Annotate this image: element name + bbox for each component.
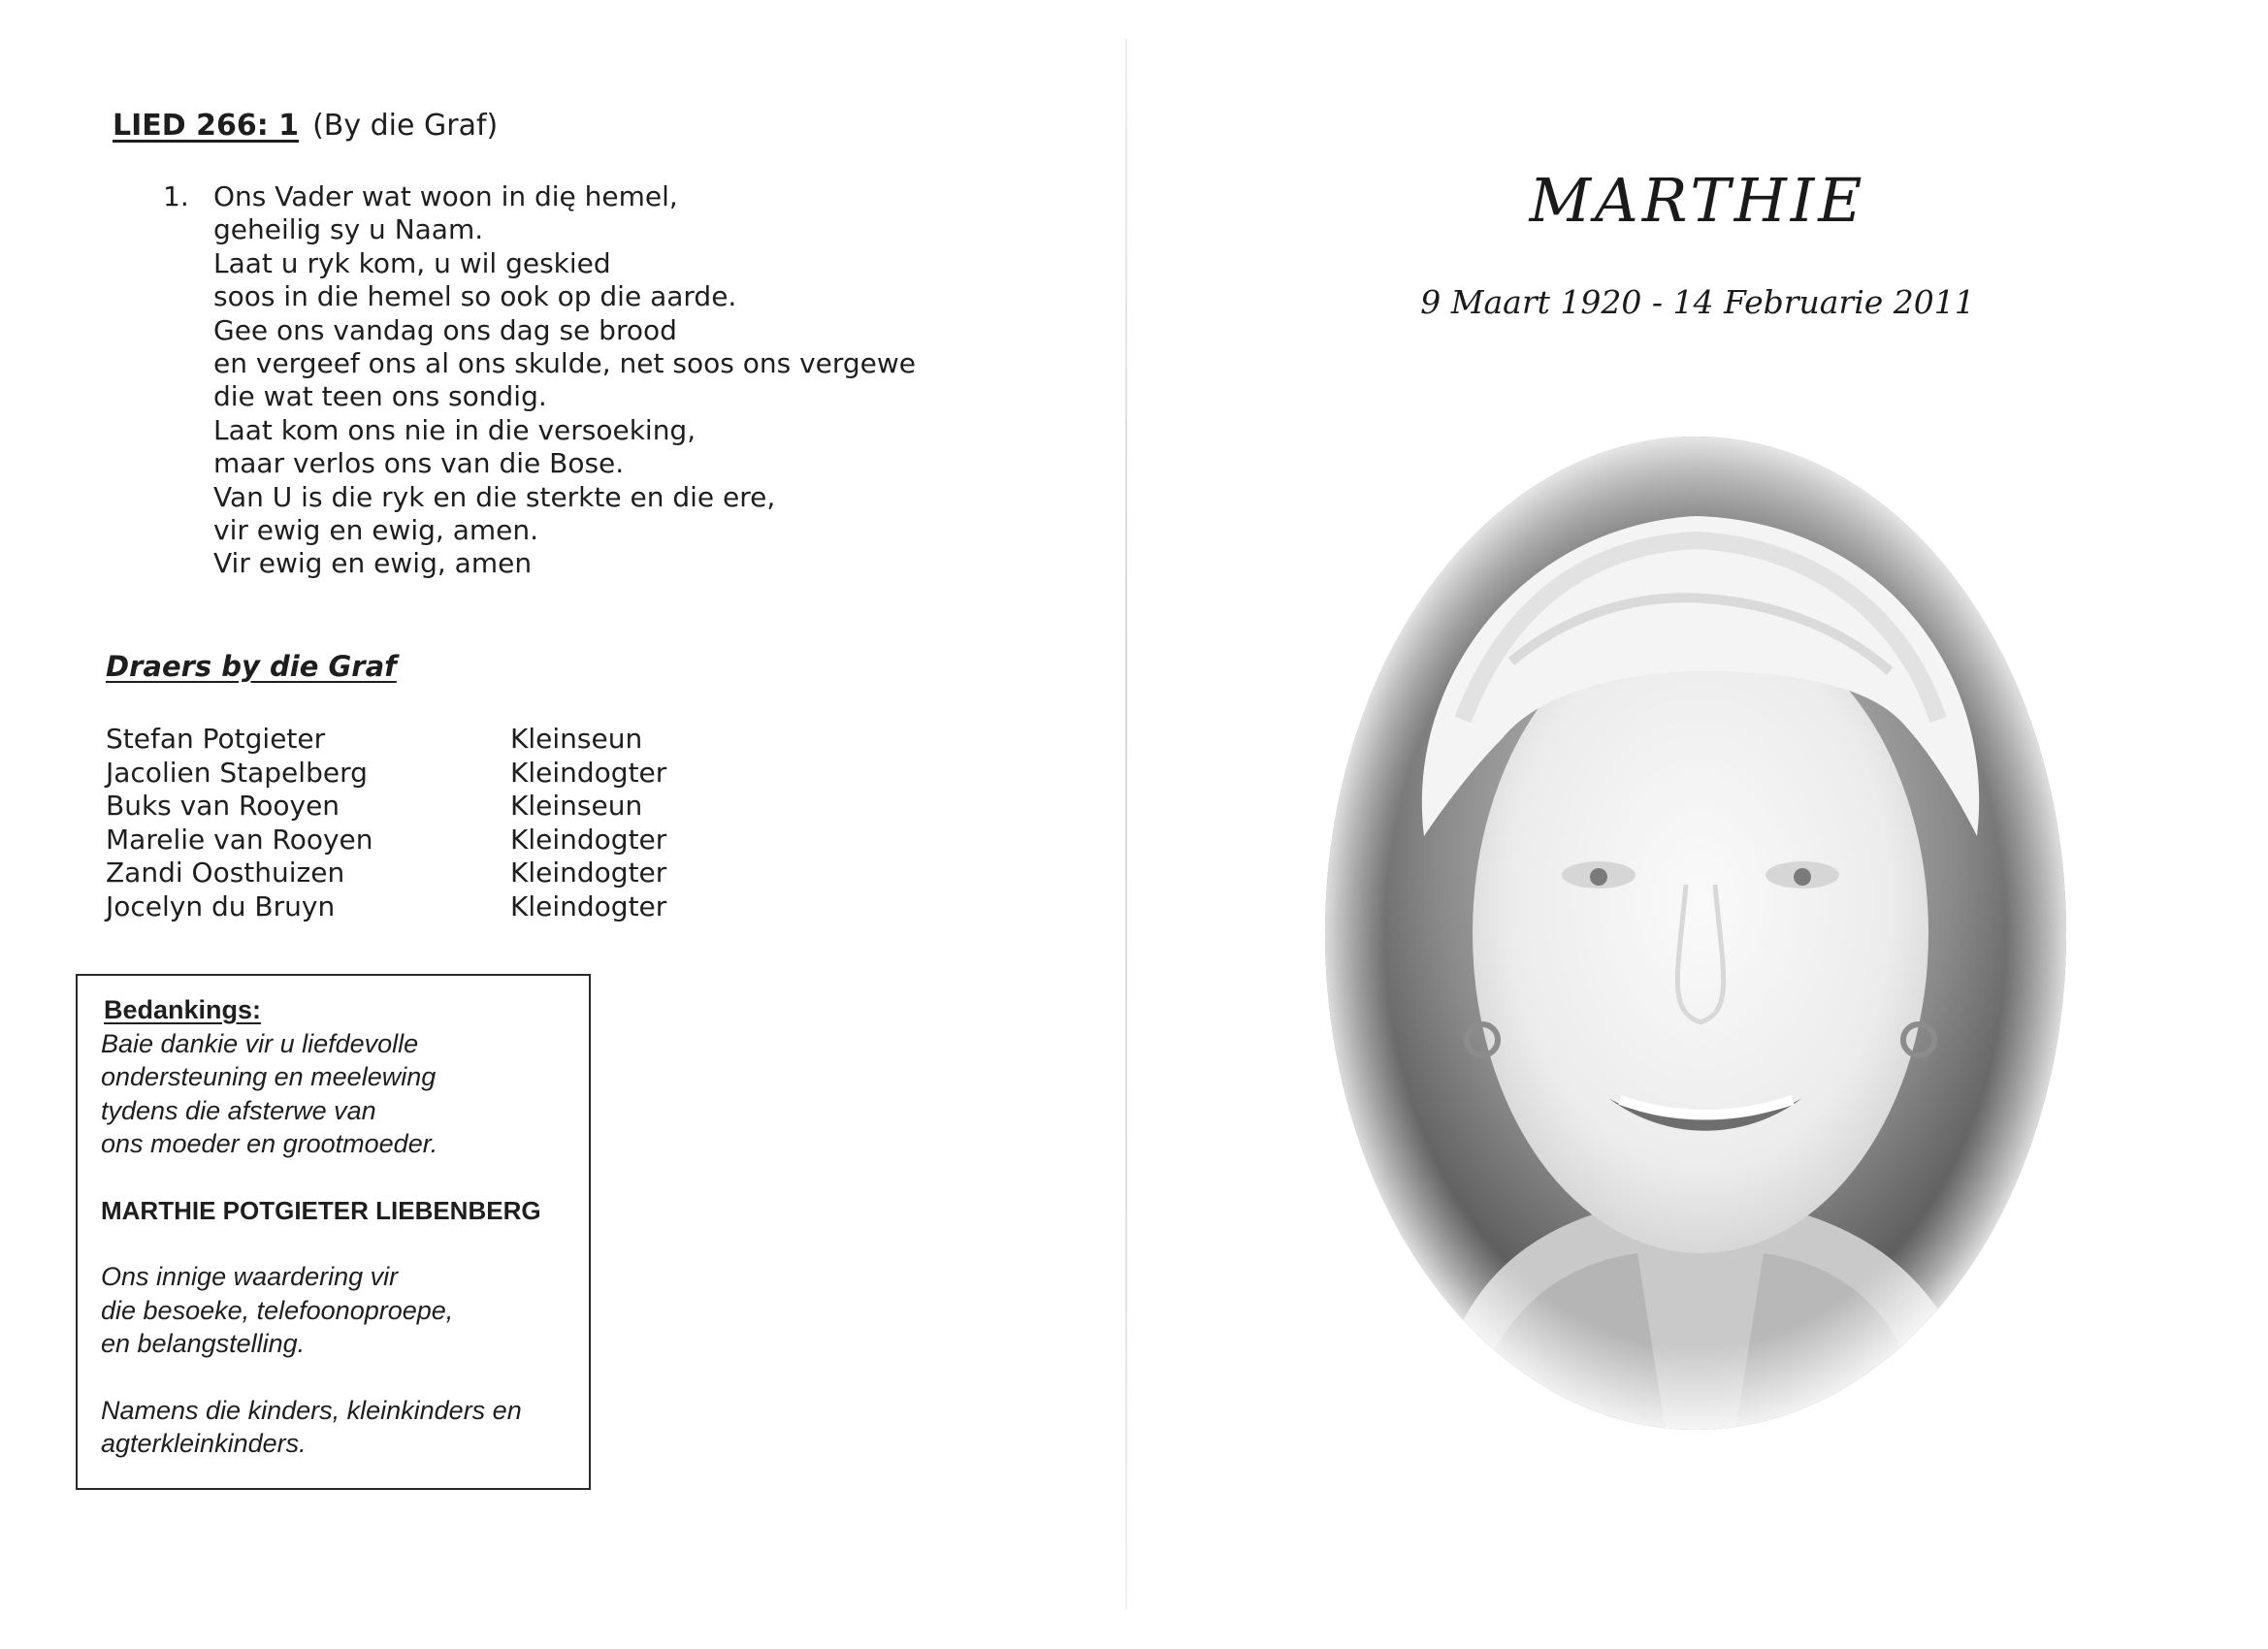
bearer-row bbox=[106, 790, 666, 824]
verse-line: Ons Vader wat woon in dię hemel, bbox=[213, 180, 678, 212]
bearer-row bbox=[106, 723, 666, 757]
verse-line: Gee ons vandag ons dag se brood bbox=[213, 313, 677, 346]
verse-line: vir ewig en ewig, amen. bbox=[213, 514, 539, 547]
bearer-relation: Kleindogter bbox=[510, 756, 667, 789]
bearer-row bbox=[106, 757, 666, 791]
bearer-relation: Kleinseun bbox=[510, 790, 643, 822]
verse-lines bbox=[213, 180, 916, 581]
bearer-name: Stefan Potgieter bbox=[106, 723, 326, 755]
thanks-line: Namens die kinders, kleinkinders en bbox=[101, 1395, 522, 1425]
thanks-line: tydens die afsterwe van bbox=[101, 1095, 376, 1125]
bearer-name: Zandi Oosthuizen bbox=[106, 857, 345, 889]
bearer-name: Marelie van Rooyen bbox=[106, 823, 373, 856]
bearers-list bbox=[106, 723, 666, 923]
bearer-relation: Kleinseun bbox=[510, 723, 643, 755]
verse-line: soos in die hemel so ook op die aarde. bbox=[213, 280, 737, 313]
bearer-row bbox=[106, 857, 666, 890]
portrait-oval bbox=[1317, 429, 2074, 1438]
thanks-line: die besoeke, telefoonoproepe, bbox=[101, 1295, 454, 1325]
right-page bbox=[1127, 0, 2268, 1649]
thanks-box bbox=[76, 974, 591, 1490]
bearer-name: Jocelyn du Bruyn bbox=[106, 889, 336, 922]
portrait-photo bbox=[1317, 429, 2074, 1438]
verse-number: 1. bbox=[163, 180, 189, 212]
verse-line: die wat teen ons sondig. bbox=[213, 380, 547, 413]
cover-dates: 9 Maart 1920 - 14 Februarie 2011 bbox=[1420, 283, 1975, 321]
thanks-line: en belangstelling. bbox=[101, 1329, 306, 1358]
verse-line: maar verlos ons van die Bose. bbox=[213, 447, 625, 480]
verse-line: Laat kom ons nie in die versoeking, bbox=[213, 413, 697, 446]
thanks-line: ons moeder en grootmoeder. bbox=[101, 1129, 438, 1158]
bearers-heading: Draers by die Graf bbox=[106, 650, 397, 683]
bearer-name: Jacolien Stapelberg bbox=[106, 756, 368, 789]
deceased-full-name: MARTHIE POTGIETER LIEBENBERG bbox=[101, 1195, 541, 1225]
hymn-heading bbox=[113, 109, 498, 143]
verse-line: Vir ewig en ewig, amen bbox=[213, 547, 533, 580]
thanks-line: Baie dankie vir u liefdevolle bbox=[101, 1028, 419, 1058]
hymn-note: (By die Graf) bbox=[312, 109, 499, 143]
verse-line: geheilig sy u Naam. bbox=[213, 213, 484, 246]
thanks-line: Ons innige waardering vir bbox=[101, 1262, 399, 1291]
bearer-row bbox=[106, 824, 666, 857]
bearer-relation: Kleindogter bbox=[510, 857, 667, 889]
left-page bbox=[0, 0, 1125, 1649]
cover-name: MARTHIE bbox=[1529, 165, 1866, 236]
bearer-row bbox=[106, 890, 666, 924]
verse-line: en vergeef ons al ons skulde, net soos ons vergewe bbox=[213, 347, 917, 380]
bearer-relation: Kleindogter bbox=[510, 889, 667, 922]
bearer-name: Buks van Rooyen bbox=[106, 790, 340, 822]
verse-line: Laat u ryk kom, u wil geskied bbox=[213, 246, 611, 279]
hymn-verse bbox=[163, 180, 916, 581]
hymn-number: LIED 266: 1 bbox=[113, 109, 300, 143]
thanks-line: ondersteuning en meelewing bbox=[101, 1062, 437, 1091]
verse-line: Van U is die ryk en die sterkte en die ere, bbox=[213, 480, 776, 513]
thanks-heading: Bedankings: bbox=[104, 995, 262, 1024]
bearer-relation: Kleindogter bbox=[510, 823, 667, 856]
thanks-line: agterkleinkinders. bbox=[101, 1429, 307, 1458]
